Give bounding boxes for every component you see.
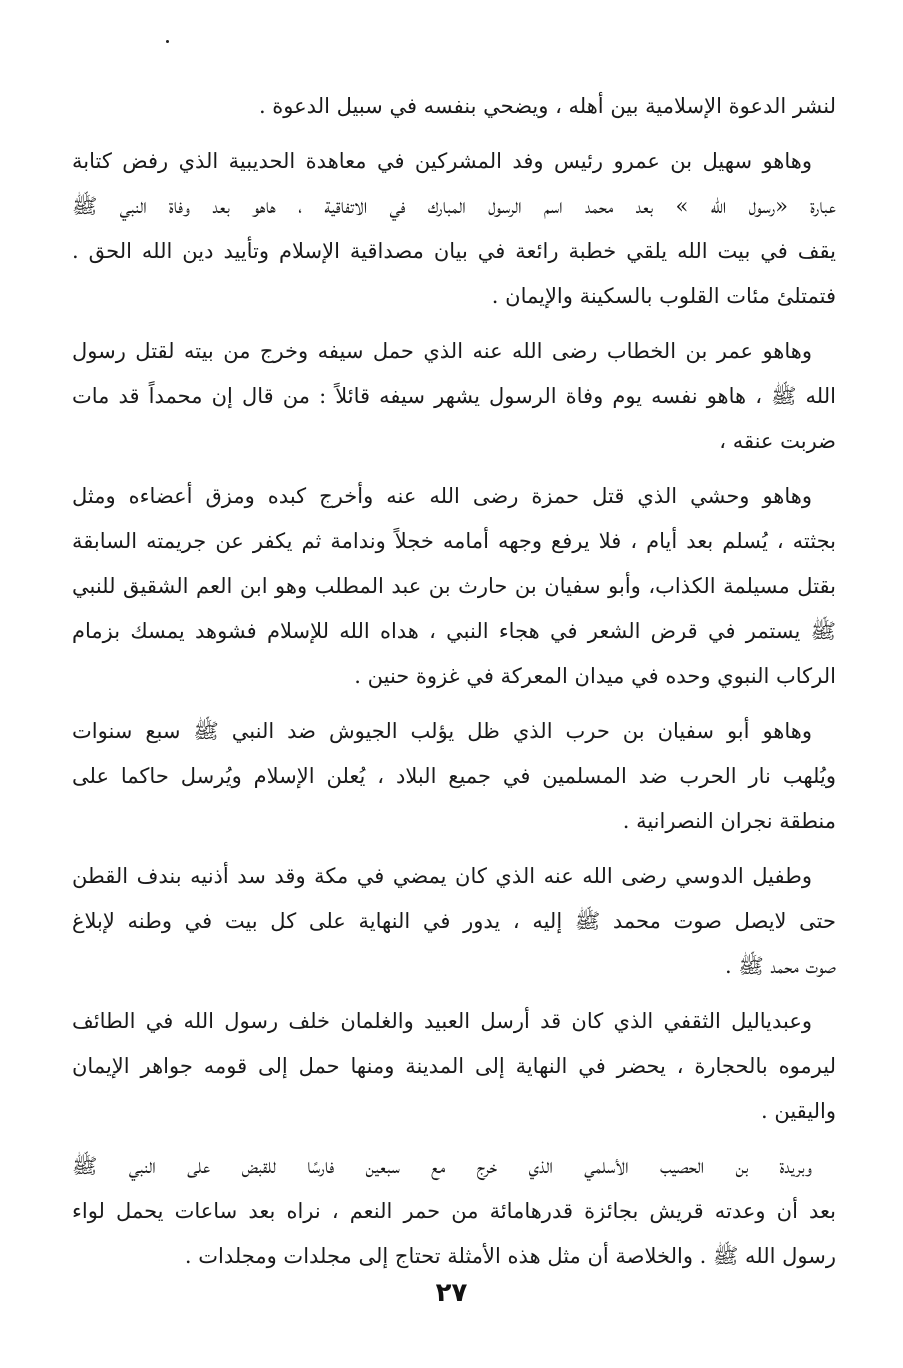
paragraph-2 (72, 139, 836, 319)
text-line: بعد أن وعدته قريش بجائزة قدرهامائة من حمر النعم ، نراه بعد ساعات يحمل لواء (72, 1199, 836, 1223)
text-line: عبارة «رسول الله » بعد محمد اسم الرسول المبارك في الاتفاقية ، هاهو بعد وفاة النبي ﷺ (72, 194, 836, 218)
paragraph-8 (72, 1144, 836, 1279)
text-line: رسول الله ﷺ . والخلاصة أن مثل هذه الأمثلة تحتاج إلى مجلدات ومجلدات . (184, 1244, 836, 1268)
text-line: وطفيل الدوسي رضى الله عنه الذي كان يمضي في مكة وقد سد أذنيه بندف القطن (72, 864, 812, 888)
paragraph-5 (72, 709, 836, 844)
text-line: وبريدة بن الحصيب الأسلمي الذي خرج مع سبعين فارسًا للقبض على النبي ﷺ (72, 1154, 812, 1178)
text-line: الركاب النبوي وحده في ميدان المعركة في غزوة حنين . (354, 664, 836, 688)
text-line: ويُلهب نار الحرب ضد المسلمين في جميع البلاد ، يُعلن الإسلام ويُرسل حاكما على (72, 764, 836, 788)
text-line: بجثته ، يُسلم بعد أيام ، فلا يرفع وجهه أمامه خجلاً وندامة ثم يكفر عن جريمته السابقة (72, 529, 836, 553)
paragraph-3 (72, 329, 836, 464)
text-line: صوت محمد ﷺ . (725, 954, 836, 978)
text-line: ﷺ يستمر في قرض الشعر في هجاء النبي ، هداه الله للإسلام فشوهد يمسك بزمام (72, 619, 836, 643)
paragraph-6 (72, 854, 836, 989)
text-line: بقتل مسيلمة الكذاب، وأبو سفيان بن حارث بن عبد المطلب وهو ابن العم الشقيق للنبي (72, 574, 836, 598)
text-line: الله ﷺ ، هاهو نفسه يوم وفاة الرسول يشهر سيفه قائلاً : من قال إن محمداً قد مات (72, 384, 836, 408)
text-line: واليقين . (760, 1099, 836, 1123)
text-line: ليرموه بالحجارة ، يحضر في النهاية إلى المدينة ومنها حمل إلى قومه جواهر الإيمان (72, 1054, 836, 1078)
paragraph-1 (72, 84, 836, 129)
paragraph-4 (72, 474, 836, 699)
text-line: لنشر الدعوة الإسلامية بين أهله ، ويضحي بنفسه في سبيل الدعوة . (258, 94, 836, 118)
text-line: وهاهو عمر بن الخطاب رضى الله عنه الذي حمل سيفه وخرج من بيته لقتل رسول (72, 339, 812, 363)
text-line: ضربت عنقه ، (719, 429, 836, 453)
paragraph-7 (72, 999, 836, 1134)
text-line: يقف في بيت الله يلقي خطبة رائعة في بيان مصداقية الإسلام وتأييد دين الله الحق . (72, 239, 836, 263)
text-line: وهاهو وحشي الذي قتل حمزة رضى الله عنه وأخرج كبده ومزق أعضاءه ومثل (72, 484, 812, 508)
page-text-body (72, 84, 836, 1279)
ink-dot (166, 40, 169, 43)
text-line: وعبدياليل الثقفي الذي كان قد أرسل العبيد والغلمان خلف رسول الله في الطائف (72, 1009, 812, 1033)
text-line: حتى لايصل صوت محمد ﷺ إليه ، يدور في النهاية على كل بيت في وطنه لإبلاغ (72, 909, 836, 933)
page-number: ٢٧ (435, 1278, 468, 1308)
text-line: فتمتلئ مئات القلوب بالسكينة والإيمان . (491, 284, 836, 308)
text-line: وهاهو سهيل بن عمرو رئيس وفد المشركين في معاهدة الحديبية الذي رفض كتابة (72, 149, 812, 173)
text-line: وهاهو أبو سفيان بن حرب الذي ظل يؤلب الجيوش ضد النبي ﷺ سبع سنوات (72, 719, 812, 743)
text-line: منطقة نجران النصرانية . (622, 809, 836, 833)
